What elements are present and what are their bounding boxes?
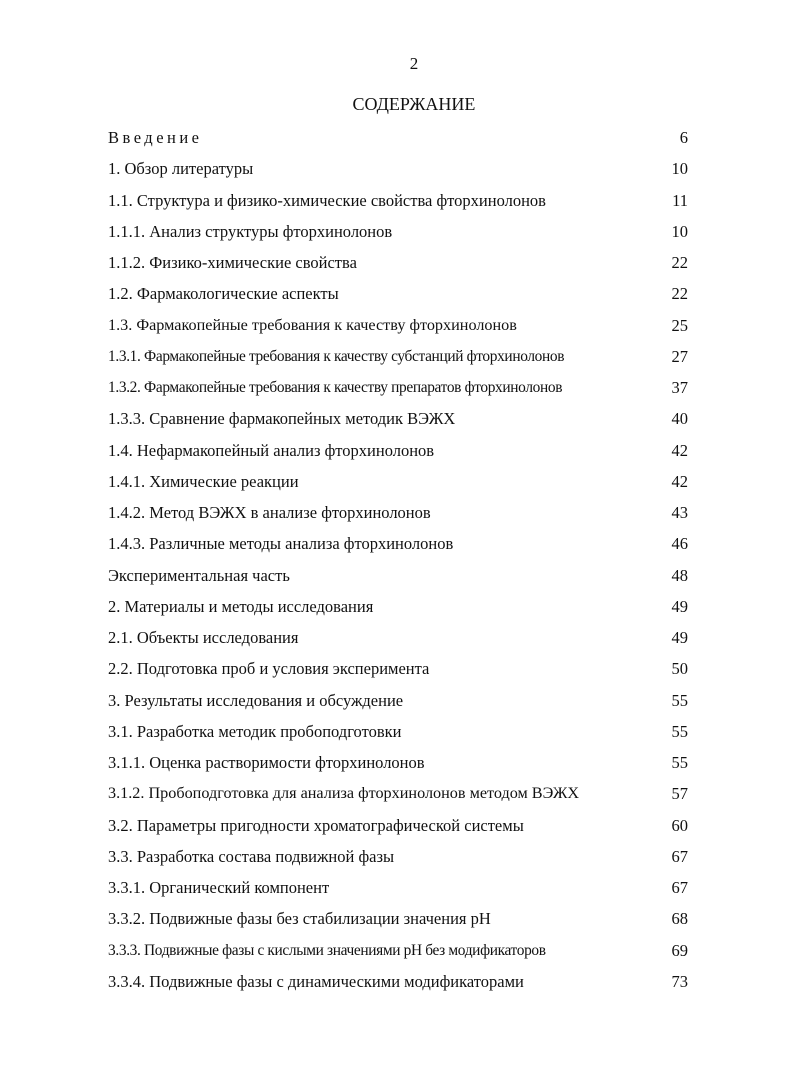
toc-entry-page: 60 — [671, 815, 688, 835]
toc-entry-label: 1.4.3. Различные методы анализа фторхинолонов — [108, 534, 454, 554]
toc-entry-1-3-3 — [104, 403, 688, 434]
toc-entry-page: 68 — [671, 909, 688, 929]
toc-entry-page: 50 — [671, 659, 688, 679]
toc-entry-page: 69 — [671, 940, 688, 960]
toc-entry-page: 73 — [671, 971, 688, 991]
toc-entry-label: 3.3.2. Подвижные фазы без стабилизации значения pH — [108, 909, 491, 929]
toc-entry-label: 1.4.2. Метод ВЭЖХ в анализе фторхинолонов — [108, 503, 431, 522]
toc-entry-3-3-4 — [104, 966, 688, 997]
toc-entry-page: 67 — [671, 878, 688, 897]
toc-entry-page: 49 — [671, 628, 688, 647]
toc-entry-label: 3.3.1. Органический компонент — [108, 878, 330, 897]
toc-entry-3-1-1 — [104, 747, 688, 778]
toc-entry-label: 3.3. Разработка состава подвижной фазы — [108, 846, 395, 866]
toc-entry-label: 2.1. Объекты исследования — [108, 628, 299, 647]
toc-entry-page: 10 — [671, 221, 688, 241]
toc-entry-2-2 — [104, 653, 688, 684]
toc-entry-label: 1.2. Фармакологические аспекты — [108, 284, 339, 304]
toc-entry-1-3-2 — [104, 372, 688, 403]
toc-entry-3-1-2 — [104, 778, 688, 809]
table-of-contents — [104, 122, 688, 997]
toc-entry-label: Экспериментальная часть — [108, 565, 290, 585]
toc-entry-1-4-2 — [104, 497, 688, 528]
toc-entry-page: 67 — [671, 846, 688, 866]
toc-entry-page: 55 — [671, 690, 688, 710]
toc-entry-page: 37 — [671, 378, 688, 397]
toc-entry-label: 1.4. Нефармакопейный анализ фторхинолонов — [108, 440, 435, 460]
toc-entry-3-3 — [104, 841, 688, 872]
toc-entry-3-2 — [104, 810, 688, 841]
toc-entry-label: 3. Результаты исследования и обсуждение — [108, 690, 404, 710]
toc-entry-label: 3.1.1. Оценка растворимости фторхинолонов — [108, 753, 425, 772]
toc-entry-label: 1.3. Фармакопейные требования к качеству фторхинолонов — [108, 315, 517, 334]
toc-entry-1-1-1 — [104, 216, 688, 247]
toc-entry-label: 1.3.2. Фармакопейные требования к качеству препаратов фторхинолонов — [108, 379, 563, 396]
toc-entry-page: 55 — [671, 721, 688, 741]
toc-entry-label: 2. Материалы и методы исследования — [108, 596, 374, 616]
toc-entry-1-4-3 — [104, 528, 688, 559]
toc-title: СОДЕРЖАНИЕ — [352, 94, 476, 114]
toc-entry-3 — [104, 685, 688, 716]
toc-entry-1-1 — [104, 185, 688, 216]
toc-entry-label: 3.1. Разработка методик пробоподготовки — [108, 721, 402, 741]
toc-entry-label: 1.1. Структура и физико-химические свойства фторхинолонов — [108, 190, 546, 210]
toc-entry-1-1-2 — [104, 247, 688, 278]
toc-entry-label: Введение — [108, 128, 203, 147]
toc-entry-1 — [104, 153, 688, 184]
toc-entry-1-2 — [104, 278, 688, 309]
toc-entry-label: 3.1.2. Пробоподготовка для анализа фторхинолонов методом ВЭЖХ — [108, 784, 580, 803]
toc-entry-1-3 — [104, 310, 688, 341]
toc-entry-page: 25 — [671, 315, 688, 335]
toc-entry-page: 43 — [671, 503, 688, 522]
toc-entry-label: 1.1.1. Анализ структуры фторхинолонов — [108, 221, 393, 241]
toc-entry-2 — [104, 591, 688, 622]
toc-entry-page: 27 — [671, 346, 688, 366]
toc-entry-1-4-1 — [104, 466, 688, 497]
toc-entry-page: 55 — [671, 753, 688, 772]
toc-entry-1-3-1 — [104, 341, 688, 372]
toc-entry-label: 3.3.3. Подвижные фазы с кислыми значениями pH без модификаторов — [108, 941, 546, 959]
toc-entry-page: 40 — [671, 409, 688, 429]
toc-entry-3-1 — [104, 716, 688, 747]
toc-entry-page: 11 — [672, 190, 688, 210]
toc-entry-page: 48 — [671, 565, 688, 585]
toc-entry-page: 57 — [671, 784, 688, 804]
toc-entry-page: 22 — [671, 284, 688, 304]
toc-entry-label: 1. Обзор литературы — [108, 159, 254, 179]
toc-entry-label: 1.3.1. Фармакопейные требования к качеству субстанций фторхинолонов — [108, 347, 565, 365]
toc-entry-page: 10 — [671, 159, 688, 179]
toc-entry-introduction — [104, 122, 688, 153]
toc-entry-page: 42 — [671, 471, 688, 491]
toc-entry-3-3-3 — [104, 935, 688, 966]
toc-entry-3-3-2 — [104, 903, 688, 934]
toc-entry-page: 22 — [671, 253, 688, 272]
toc-entry-3-3-1 — [104, 872, 688, 903]
toc-entry-label: 3.2. Параметры пригодности хроматографической системы — [108, 815, 524, 835]
toc-entry-label: 1.1.2. Физико-химические свойства — [108, 253, 357, 272]
toc-entry-page: 46 — [671, 534, 688, 554]
toc-entry-page: 49 — [671, 596, 688, 616]
toc-entry-label: 1.4.1. Химические реакции — [108, 471, 299, 491]
toc-entry-1-4 — [104, 435, 688, 466]
page-number: 2 — [409, 54, 419, 73]
toc-entry-2-1 — [104, 622, 688, 653]
toc-entry-page: 6 — [679, 128, 688, 147]
toc-entry-page: 42 — [671, 440, 688, 460]
toc-entry-label: 3.3.4. Подвижные фазы с динамическими модификаторами — [108, 971, 524, 991]
toc-entry-experimental — [104, 560, 688, 591]
toc-entry-label: 2.2. Подготовка проб и условия эксперимента — [108, 659, 430, 679]
toc-entry-label: 1.3.3. Сравнение фармакопейных методик ВЭЖХ — [108, 409, 456, 429]
